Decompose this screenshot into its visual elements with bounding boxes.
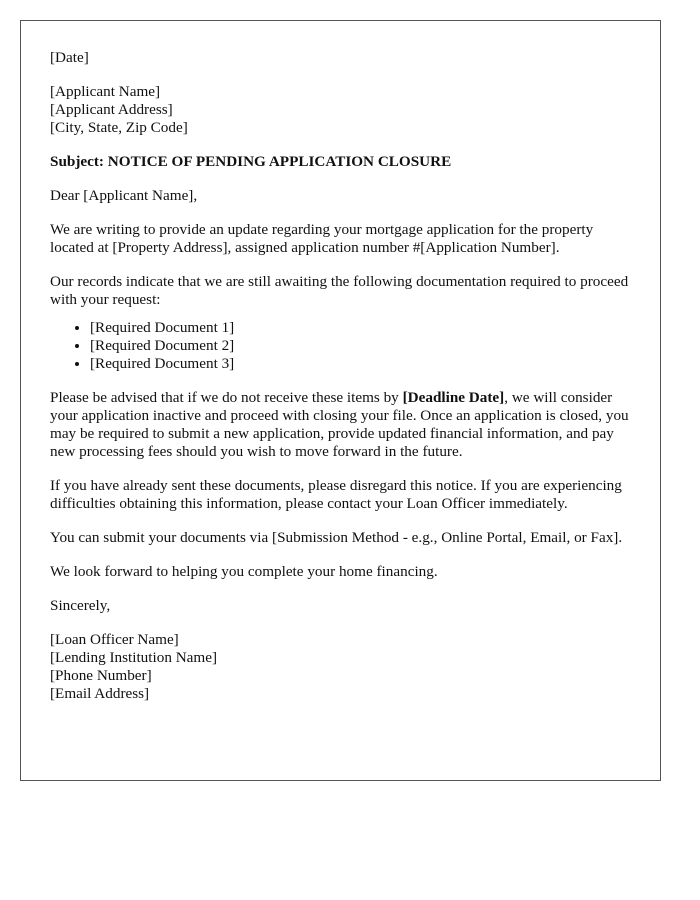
signature-institution: [Lending Institution Name]	[50, 649, 218, 666]
subject-text: NOTICE OF PENDING APPLICATION CLOSURE	[107, 153, 452, 170]
deadline-text-before: Please be advised that if we do not receive these items by	[50, 389, 403, 406]
paragraph-awaiting-documents: Our records indicate that we are still awaiting the following documentation required to proceed with your request:	[50, 273, 629, 308]
recipient-name: [Applicant Name]	[50, 83, 161, 100]
signature-email: [Email Address]	[50, 685, 150, 702]
subject-line	[50, 153, 631, 171]
subject-label: Subject:	[50, 153, 104, 170]
deadline-date: [Deadline Date]	[402, 389, 505, 406]
salutation: Dear [Applicant Name],	[50, 187, 198, 204]
recipient-address: [Applicant Address]	[50, 101, 173, 118]
letter-date: [Date]	[50, 49, 89, 66]
recipient-block	[50, 83, 631, 137]
signature-phone: [Phone Number]	[50, 667, 152, 684]
paragraph-deadline-notice	[50, 389, 631, 461]
list-item: • [Required Document 1]	[90, 319, 631, 337]
signature-block	[50, 631, 631, 703]
paragraph-submission-method: You can submit your documents via [Submission Method - e.g., Online Portal, Email, or Fax].	[50, 529, 623, 546]
signature-officer-name: [Loan Officer Name]	[50, 631, 179, 648]
recipient-city-state-zip: [City, State, Zip Code]	[50, 119, 188, 136]
closing: Sincerely,	[50, 597, 111, 614]
list-item: • [Required Document 2]	[90, 337, 631, 355]
deadline-text-after: , we will consider your application inactive and proceed with closing your file. Once an application is closed, you may be required to submit a new application, provide updated financial information, and pay new processing fees should you wish to move forward in the future.	[50, 389, 629, 460]
paragraph-application-update: We are writing to provide an update regarding your mortgage application for the property located at [Property Address], assigned application number #[Application Number].	[50, 221, 594, 256]
paragraph-disregard-notice: If you have already sent these documents, please disregard this notice. If you are experiencing difficulties obtaining this information, please contact your Loan Officer immediately.	[50, 477, 622, 512]
paragraph-look-forward: We look forward to helping you complete your home financing.	[50, 563, 438, 580]
required-documents-list	[50, 319, 631, 373]
letter-page	[20, 20, 661, 781]
list-item: • [Required Document 3]	[90, 355, 631, 373]
